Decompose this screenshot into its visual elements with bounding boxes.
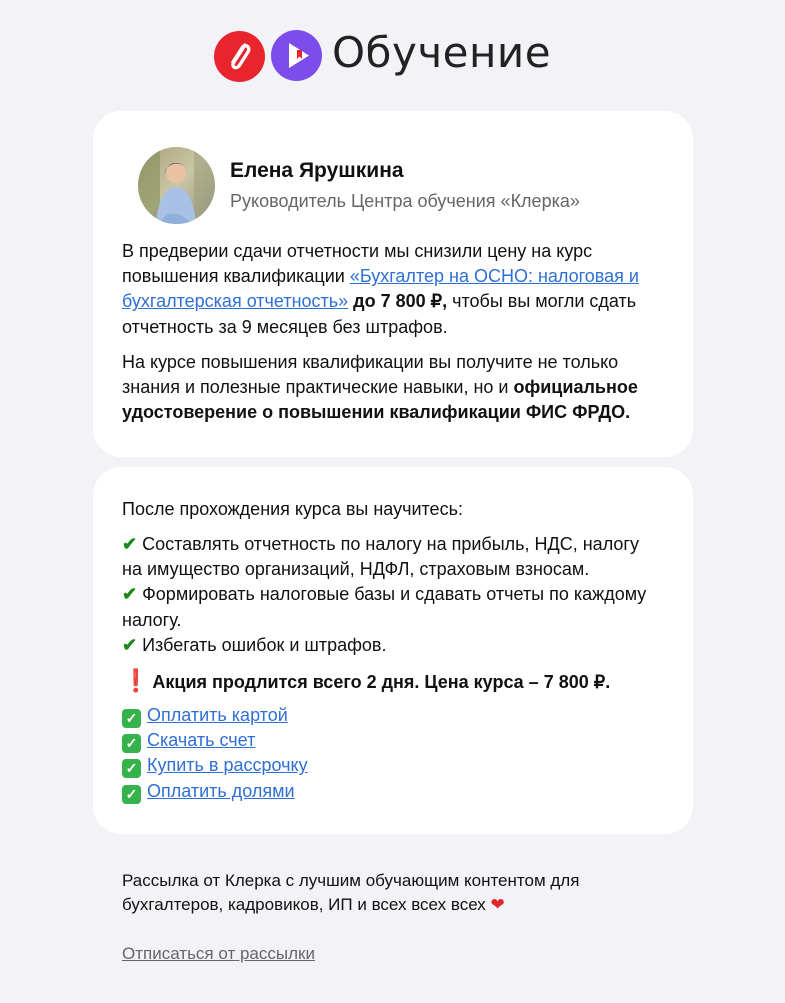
unsubscribe-link[interactable]: Отписаться от рассылки	[122, 944, 315, 963]
intro-paragraph-1	[122, 239, 662, 340]
certificate-text: На курсе повышения квалификации вы получите не только знания и полезные практические навыки, но и	[122, 352, 619, 398]
promo-line	[122, 668, 662, 695]
footer-text	[122, 869, 642, 917]
checkbox-icon: ✓	[122, 759, 141, 778]
play-logo-icon	[271, 30, 322, 81]
check-icon: ✔	[122, 534, 138, 554]
skill-item: Избегать ошибок и штрафов.	[142, 634, 387, 655]
author-name: Елена Ярушкина	[230, 159, 404, 182]
paperclip-logo-icon	[214, 31, 265, 82]
author-avatar	[138, 147, 215, 224]
footer-description: Рассылка от Клерка с лучшим обучающим контентом для бухгалтеров, кадровиков, ИП и всех всех всех	[122, 871, 580, 914]
logo-text: Обучение	[332, 28, 552, 77]
intro-text-2: чтобы вы могли сдать отчетность за 9 месяцев без штрафов.	[122, 291, 637, 337]
heart-icon: ❤	[490, 895, 505, 914]
pay-card-link[interactable]: Оплатить картой	[147, 705, 288, 725]
promo-text: Акция продлится всего 2 дня. Цена курса – 7 800 ₽.	[152, 672, 611, 692]
intro-paragraph-2	[122, 350, 662, 426]
installment-link[interactable]: Купить в рассрочку	[147, 755, 308, 776]
checkbox-icon: ✓	[122, 785, 141, 804]
intro-text-1: В предверии сдачи отчетности мы снизили цену на курс повышения квалификации	[122, 241, 593, 287]
check-icon: ✔	[122, 584, 138, 605]
checkbox-icon: ✓	[122, 734, 141, 753]
course-link[interactable]: «Бухгалтер на ОСНО: налоговая и бухгалтерская отчетность»	[122, 266, 639, 312]
skills-list	[122, 532, 662, 658]
skill-item: Составлять отчетность по налогу на прибыль, НДС, налогу на имущество организаций, НДФЛ, страховым взносам.	[122, 534, 639, 580]
exclamation-icon: ❗	[122, 668, 150, 693]
split-payment-link[interactable]: Оплатить долями	[147, 780, 295, 801]
download-invoice-link[interactable]: Скачать счет	[147, 730, 256, 751]
action-links	[122, 703, 662, 804]
author-role: Руководитель Центра обучения «Клерка»	[230, 191, 580, 211]
checkbox-icon: ✓	[122, 709, 141, 728]
check-icon: ✔	[122, 634, 138, 655]
price-highlight: до 7 800 ₽,	[348, 291, 448, 312]
skills-card	[93, 467, 693, 834]
intro-card	[93, 111, 693, 457]
certificate-highlight: официальное удостоверение о повышении квалификации ФИС ФРДО.	[122, 377, 638, 423]
header	[0, 0, 785, 111]
skills-heading: После прохождения курса вы научитесь:	[122, 499, 463, 519]
skill-item: Формировать налоговые базы и сдавать отчеты по каждому налогу.	[122, 584, 647, 630]
